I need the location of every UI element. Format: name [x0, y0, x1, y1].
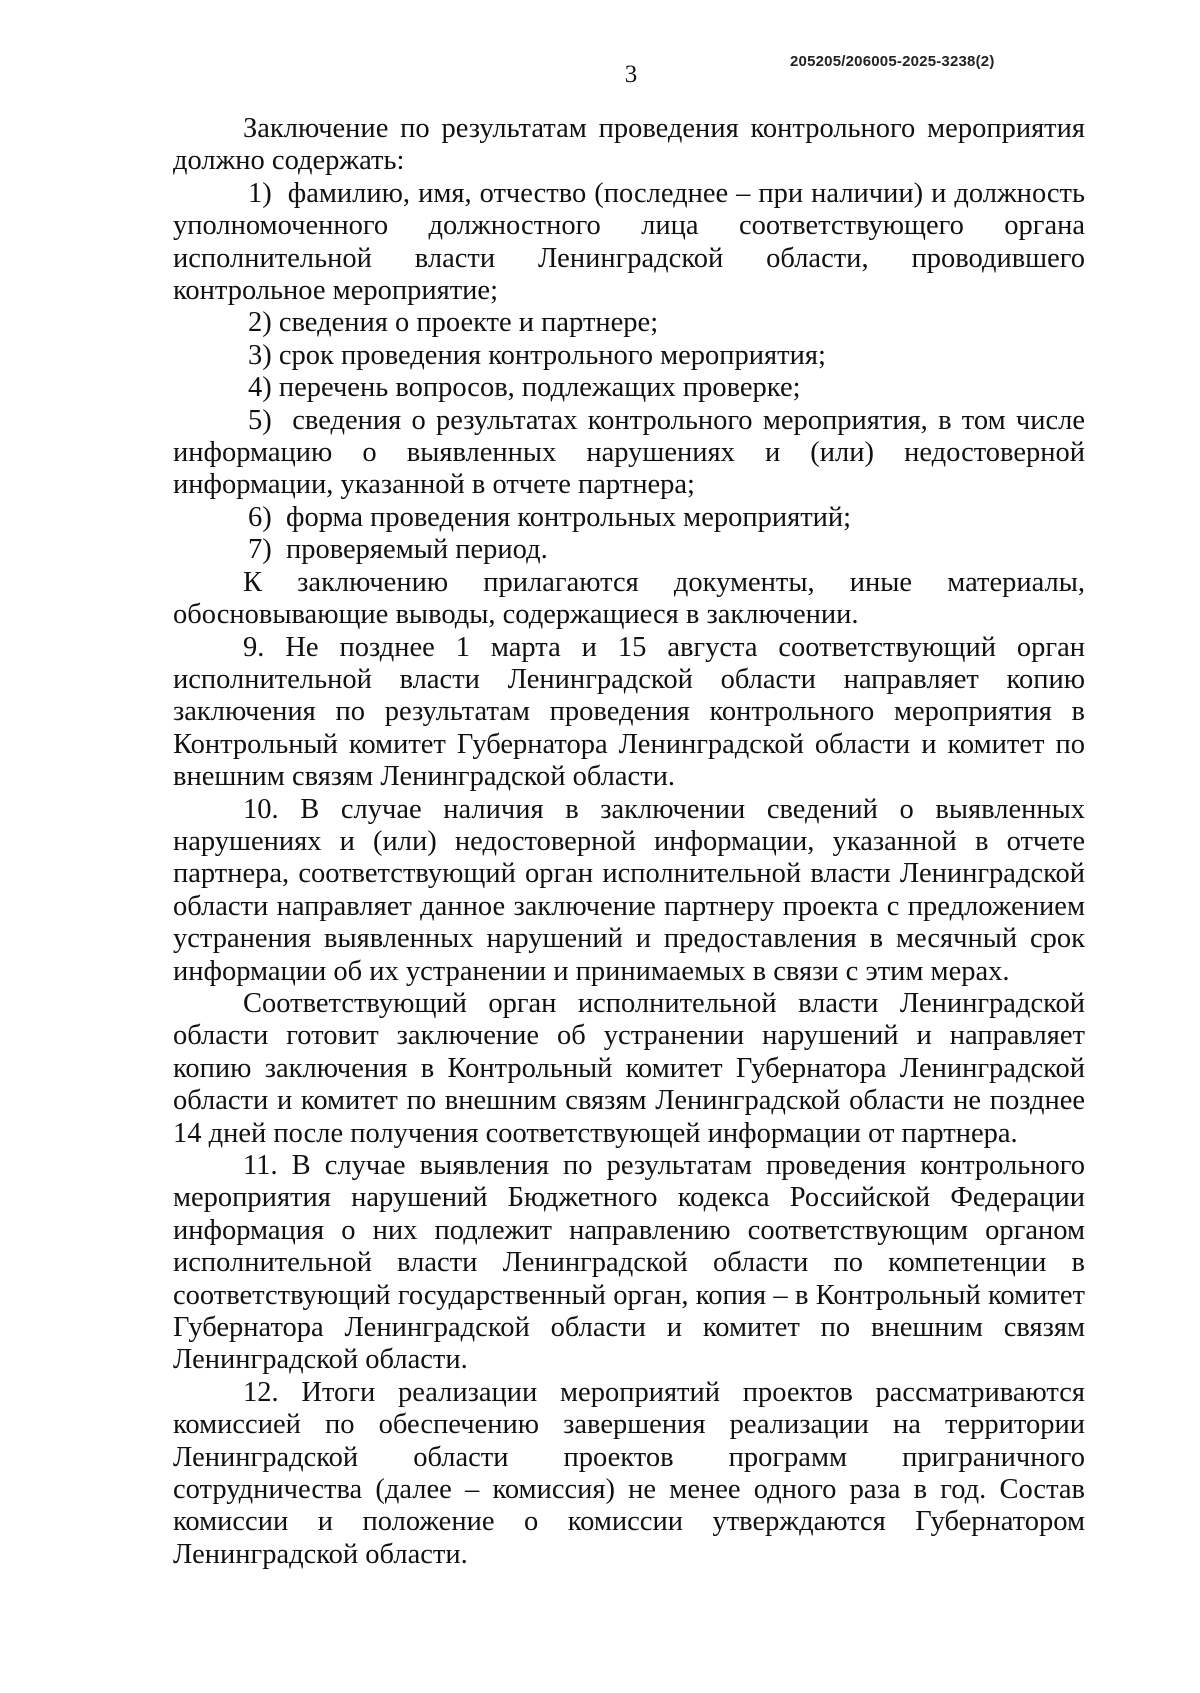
- paragraph-attachments: К заключению прилагаются документы, иные материалы, обосновывающие выводы, содержащиеся в заключении.: [173, 566, 1085, 631]
- page-number: 3: [624, 61, 638, 88]
- document-registration-code: 205205/206005-2025-3238(2): [790, 53, 995, 70]
- list-item-3: 3) срок проведения контрольного мероприятия;: [248, 339, 826, 371]
- list-item-1: 1) фамилию, имя, отчество (последнее – при наличии) и должность уполномоченного должностного лица соответствующего органа исполнительной власти Ленинградской области, проводившего контрольное мероприятие;: [173, 177, 1085, 307]
- list-item-7: 7) проверяемый период.: [248, 534, 548, 566]
- list-item-4: 4) перечень вопросов, подлежащих проверке;: [248, 372, 801, 404]
- list-item-6: 6) форма проведения контрольных мероприятий;: [248, 501, 852, 533]
- list-item-2: 2) сведения о проекте и партнере;: [248, 307, 659, 339]
- paragraph-12: 12. Итоги реализации мероприятий проектов рассматриваются комиссией по обеспечению завершения реализации на территории Ленинградской области проектов программ приграничного сотрудничества (далее – комиссия) не менее одного раза в год. Состав комиссии и положение о комиссии утверждаются Губернатором Ленинградской области.: [173, 1376, 1085, 1570]
- paragraph-intro: Заключение по результатам проведения контрольного мероприятия должно содержать:: [173, 113, 1085, 177]
- list-item-5: 5) сведения о результатах контрольного мероприятия, в том числе информацию о выявленных нарушениях и (или) недостоверной информации, указанной в отчете партнера;: [173, 404, 1085, 501]
- paragraph-10: 10. В случае наличия в заключении сведений о выявленных нарушениях и (или) недостоверной информации, указанной в отчете партнера, соответствующий орган исполнительной власти Ленинградской области направляет данное заключение партнеру проекта с предложением устранения выявленных нарушений и предоставления в месячный срок информации об их устранении и принимаемых в связи с этим мерах.: [173, 793, 1085, 987]
- document-body: [173, 113, 1085, 1571]
- paragraph-9: 9. Не позднее 1 марта и 15 августа соответствующий орган исполнительной власти Ленинградской области направляет копию заключения по результатам проведения контрольного мероприятия в Контрольный комитет Губернатора Ленинградской области и комитет по внешним связям Ленинградской области.: [173, 631, 1085, 793]
- paragraph-11: 11. В случае выявления по результатам проведения контрольного мероприятия нарушений Бюджетного кодекса Российской Федерации информация о них подлежит направлению соответствующим органом исполнительной власти Ленинградской области по компетенции в соответствующий государственный орган, копия – в Контрольный комитет Губернатора Ленинградской области и комитет по внешним связям Ленинградской области.: [173, 1150, 1085, 1376]
- paragraph-10-continued: Соответствующий орган исполнительной власти Ленинградской области готовит заключение об устранении нарушений и направляет копию заключения в Контрольный комитет Губернатора Ленинградской области и комитет по внешним связям Ленинградской области не позднее 14 дней после получения соответствующей информации от партнера.: [173, 987, 1085, 1149]
